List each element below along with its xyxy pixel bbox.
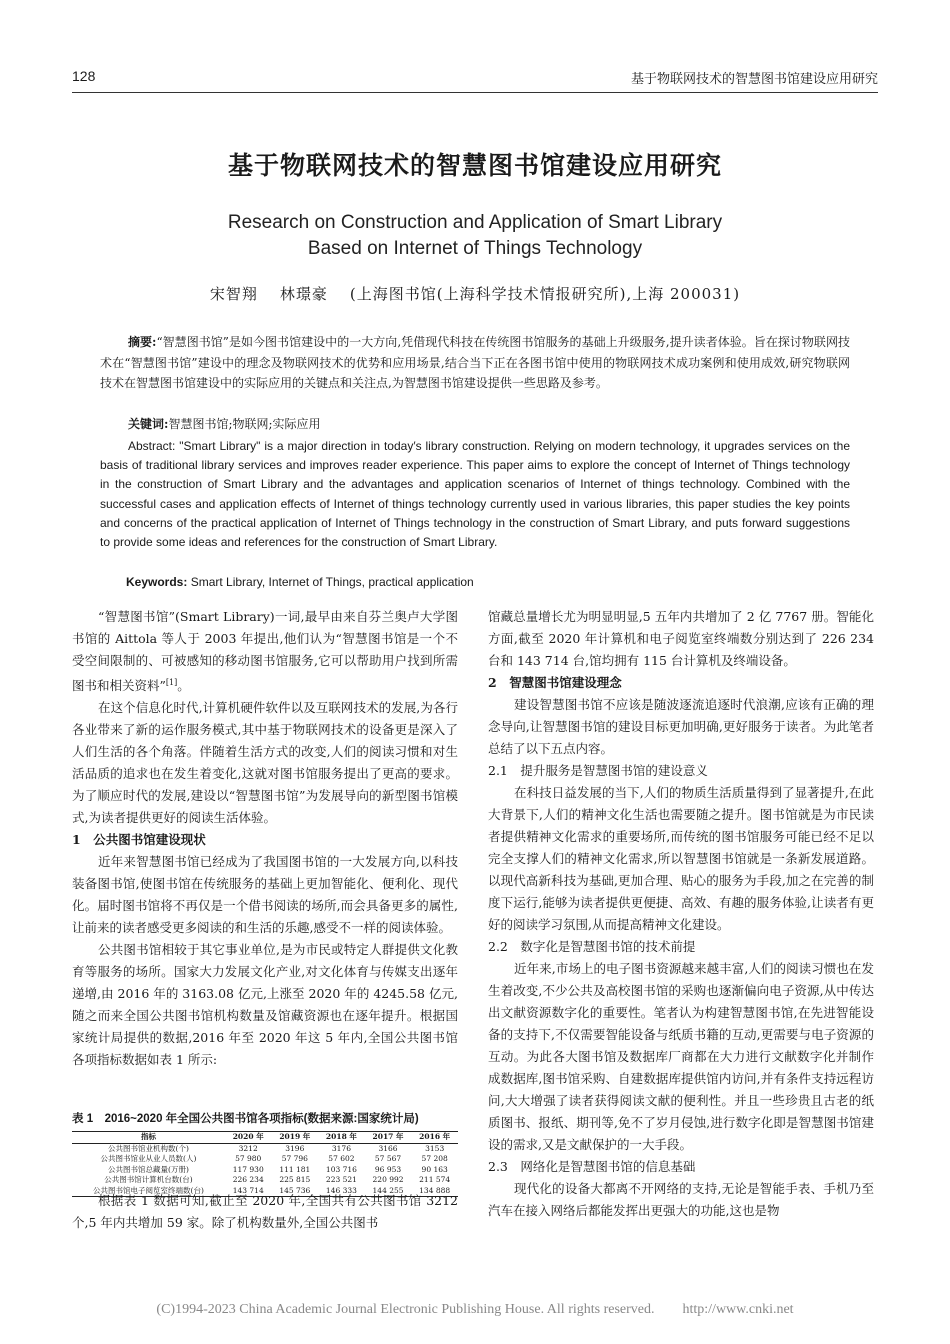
table-header-cell: 2018 年 <box>318 1132 365 1144</box>
table-cell: 146 333 <box>318 1186 365 1197</box>
paragraph <box>72 606 458 697</box>
paragraph: 现代化的设备大都离不开网络的支持,无论是智能手表、手机乃至汽车在接入网络后都能发挥出更强大的功能,这也是物 <box>488 1181 874 1218</box>
running-title: 基于物联网技术的智慧图书馆建设应用研究 <box>630 72 878 87</box>
table-cell: 145 736 <box>272 1186 319 1197</box>
page-number: 128 <box>72 68 96 84</box>
table-cell: 公共图书馆业机构数(个) <box>108 1143 189 1153</box>
table-header-cell: 2017 年 <box>365 1132 412 1144</box>
table-cell: 57 980 <box>235 1154 262 1163</box>
table-row <box>72 1154 458 1165</box>
paragraph: 公共图书馆相较于其它事业单位,是为市民或特定人群提供文化教育等服务的场所。国家大力发展文化产业,对文化体育与传媒支出逐年递增,由 2016 年的 3163.08 亿元,上涨至 2020 年的 4245.58 亿元,随之而来全国公共图书馆机构数量及馆藏资源也在逐年提升。根据国家统计局提供的数据,2016 年至 2020 年这 5 年内,全国公共图书馆各项指标数据如表 1 所示: <box>72 942 458 1068</box>
english-title-line-1: Research on Construction and Application of Smart Library <box>227 212 723 233</box>
table-cell: 3196 <box>285 1143 305 1153</box>
paragraph-end: 。 <box>177 678 190 694</box>
section-heading-1: 1 公共图书馆建设现状 <box>72 832 206 848</box>
subsection-heading-2-1: 2.1 提升服务是智慧图书馆的建设意义 <box>488 763 708 778</box>
header-divider <box>72 92 878 93</box>
keywords-en <box>126 573 850 592</box>
table-cell: 211 574 <box>419 1175 451 1184</box>
table-cell: 134 888 <box>411 1186 458 1197</box>
table-cell: 103 716 <box>325 1164 357 1174</box>
paragraph: 馆藏总量增长尤为明显明显,5 五年内共增加了 2 亿 7767 册。智能化方面,截至 2020 年计算机和电子阅览室终端数分别达到了 226 234 台和 143 714 台,馆均拥有 115 台计算机及终端设备。 <box>488 609 874 668</box>
table-caption: 表 1 2016~2020 年全国公共图书馆各项指标(数据来源:国家统计局) <box>72 1113 419 1125</box>
keywords-en-text: Smart Library, Internet of Things, practical application <box>190 575 474 589</box>
table-header-cell: 2016 年 <box>411 1132 458 1144</box>
keywords-cn-text: 智慧图书馆;物联网;实际应用 <box>168 417 321 431</box>
table-cell: 90 163 <box>421 1164 448 1174</box>
subsection-heading-2-3: 2.3 网络化是智慧图书馆的信息基础 <box>488 1159 696 1174</box>
table-header-cell: 2020 年 <box>225 1132 272 1144</box>
abstract-cn <box>100 332 850 394</box>
table-cell: 3153 <box>425 1143 445 1153</box>
table-header-row <box>72 1132 458 1144</box>
paragraph: 在科技日益发展的当下,人们的物质生活质量得到了显著提升,在此大背景下,人们的精神文化生活也需要随之提升。图书馆就是为市民读者提供精神文化需求的重要场所,而传统的图书馆服务可能已经不足以完全支撑人们的精神文化需求,所以智慧图书馆就是一条新发展道路。以现代高新科技为基础,更加合理、贴心的服务为手段,加之在完善的制度下运行,能够为读者提供更便捷、高效、有趣的服务体验,让读者有更好的阅读学习氛围,从而提高精神文化建设。 <box>488 785 874 932</box>
table-cell: 143 714 <box>225 1186 272 1197</box>
english-title <box>0 210 950 262</box>
affiliation: (上海图书馆(上海科学技术情报研究所),上海 200031) <box>349 285 741 303</box>
table-cell: 144 255 <box>365 1186 412 1197</box>
table-cell: 公共图书馆计算机台数(台) <box>104 1175 193 1184</box>
body-left-continuation <box>72 1190 458 1234</box>
section-heading-2: 2 智慧图书馆建设理念 <box>488 675 622 690</box>
paper-title: 基于物联网技术的智慧图书馆建设应用研究 <box>227 151 722 180</box>
paragraph: 建设智慧图书馆不应该是随波逐流追逐时代浪潮,应该有正确的理念导向,让智慧图书馆的建设目标更加明确,更好服务于读者。为此笔者总结了以下五点内容。 <box>488 697 874 756</box>
table-cell: 公共图书馆业从业人员数(人) <box>100 1154 197 1163</box>
body-right-column <box>488 606 874 1222</box>
body-left-column <box>72 606 458 1071</box>
table-row <box>72 1165 458 1176</box>
table-row <box>72 1143 458 1154</box>
table-cell: 3176 <box>331 1143 351 1153</box>
table-cell: 225 815 <box>279 1175 311 1184</box>
table-cell: 223 521 <box>325 1175 357 1184</box>
author-line <box>0 283 950 304</box>
paragraph: 在这个信息化时代,计算机硬件软件以及互联网技术的发展,为各行各业带来了新的运作服务模式,其中基于物联网技术的设备更是深入了人们生活的各个角落。伴随着生活方式的改变,人们的阅读习惯和对生活品质的追求也在发生着变化,这就对图书馆服务提出了更高的要求。为了顺应时代的发展,建设以“智慧图书馆”为发展导向的新型图书馆模式,为读者提供更好的阅读生活体验。 <box>72 700 458 826</box>
table-cell: 57 796 <box>281 1154 308 1163</box>
abstract-en-label: Abstract: <box>128 439 176 453</box>
data-table <box>72 1131 458 1197</box>
table-cell: 3212 <box>238 1143 258 1153</box>
abstract-cn-label: 摘要: <box>128 335 157 349</box>
english-title-line-2: Based on Internet of Things Technology <box>307 238 643 259</box>
paragraph: 根据表 1 数据可知,截止至 2020 年,全国共有公共图书馆 3212 个,5 年内共增加 59 家。除了机构数量外,全国公共图书 <box>72 1193 458 1230</box>
citation-ref: [1] <box>165 678 178 687</box>
table-cell: 96 953 <box>374 1164 402 1174</box>
table-cell: 111 181 <box>279 1164 311 1174</box>
table-cell: 117 930 <box>232 1164 264 1174</box>
table-row <box>72 1175 458 1186</box>
table-cell: 公共图书馆电子阅览室终端数(台) <box>72 1186 225 1197</box>
author-2: 林璟豪 <box>279 285 328 303</box>
copyright-footer: (C)1994-2023 China Academic Journal Electronic Publishing House. All rights reserved. http://www.cnki.net <box>156 1302 794 1317</box>
keywords-en-label: Keywords: <box>126 575 188 589</box>
keywords-cn-label: 关键词: <box>128 417 169 431</box>
abstract-cn-text: “智慧图书馆”是如今图书馆建设中的一大方向,凭借现代科技在传统图书馆服务的基础上升级服务,提升读者体验。旨在探讨物联网技术在“智慧图书馆”建设中的理念及物联网技术的优势和应用场景,结合当下正在各图书馆中使用的物联网技术成功案例和使用成效,研究物联网技术在智慧图书馆建设中的实际应用的关键点和关注点,为智慧图书馆建设提供一些思路及参考。 <box>100 335 850 390</box>
abstract-en-text: "Smart Library" is a major direction in today′s library construction. Relying on modern technology, it upgrades services on the basis of traditional library services and improves reader experience. This paper aims to explore the concept of Internet of Things technology in the construction of Smart Library and the advantages and application scenarios of Internet of things technology. Combined with the successful cases and application effects of Internet of things technology currently used in various libraries, this paper studies the key points and concerns of the practical application of Internet of Things technology in the construction of Smart Library, and puts forward suggestions to provide some ideas and references for the construction of Smart Library. <box>100 439 850 550</box>
table-header-cell: 指标 <box>72 1132 225 1144</box>
paragraph-text: “智慧图书馆”(Smart Library)一词,最早由来自芬兰奥卢大学图书馆的 Aittola 等人于 2003 年提出,他们认为“智慧图书馆是一个不受空间限制的、可被感知的移动图书馆服务,它可以帮助用户找到所需图书和相关资料” <box>72 609 458 694</box>
subsection-heading-2-2: 2.2 数字化是智慧图书馆的技术前提 <box>488 939 696 954</box>
table-cell: 226 234 <box>232 1175 264 1184</box>
table-cell: 公共图书馆总藏量(万册) <box>108 1164 189 1174</box>
abstract-en <box>100 437 850 552</box>
table-cell: 57 567 <box>374 1154 402 1163</box>
paragraph: 近年来智慧图书馆已经成为了我国图书馆的一大发展方向,以科技装备图书馆,使图书馆在传统服务的基础上更加智能化、便利化、现代化。届时图书馆将不再仅是一个借书阅读的场所,而会具备更多的属性,让前来的读者感受更多阅读的和生活的乐趣,感受不一样的阅读体验。 <box>72 854 458 936</box>
table-cell: 3166 <box>378 1143 398 1153</box>
table-cell: 220 992 <box>372 1175 404 1184</box>
table-header-cell: 2019 年 <box>272 1132 319 1144</box>
keywords-cn <box>100 414 850 435</box>
author-1: 宋智翔 <box>209 285 258 303</box>
table-cell: 57 208 <box>421 1154 448 1163</box>
paragraph: 近年来,市场上的电子图书资源越来越丰富,人们的阅读习惯也在发生着改变,不少公共及高校图书馆的采购也逐渐偏向电子资源,从中传达出文献资源数字化的重要性。笔者认为构建智慧图书馆,在先进智能设备的支持下,不仅需要智能设备与纸质书籍的互动,更需要与电子资源的互动。为此各大图书馆及数据库厂商都在大力进行文献数字化并制作成数据库,图书馆采购、自建数据库提供馆内访问,并有条件支持远程访问,大大增强了读者获得阅读文献的便利性。并且一些珍贵且古老的纸质图书、报纸、期刊等,免不了岁月侵蚀,进行数字化即是智慧图书馆建设的需求,又是文献保护的一大手段。 <box>488 961 874 1152</box>
table-cell: 57 602 <box>328 1154 355 1163</box>
